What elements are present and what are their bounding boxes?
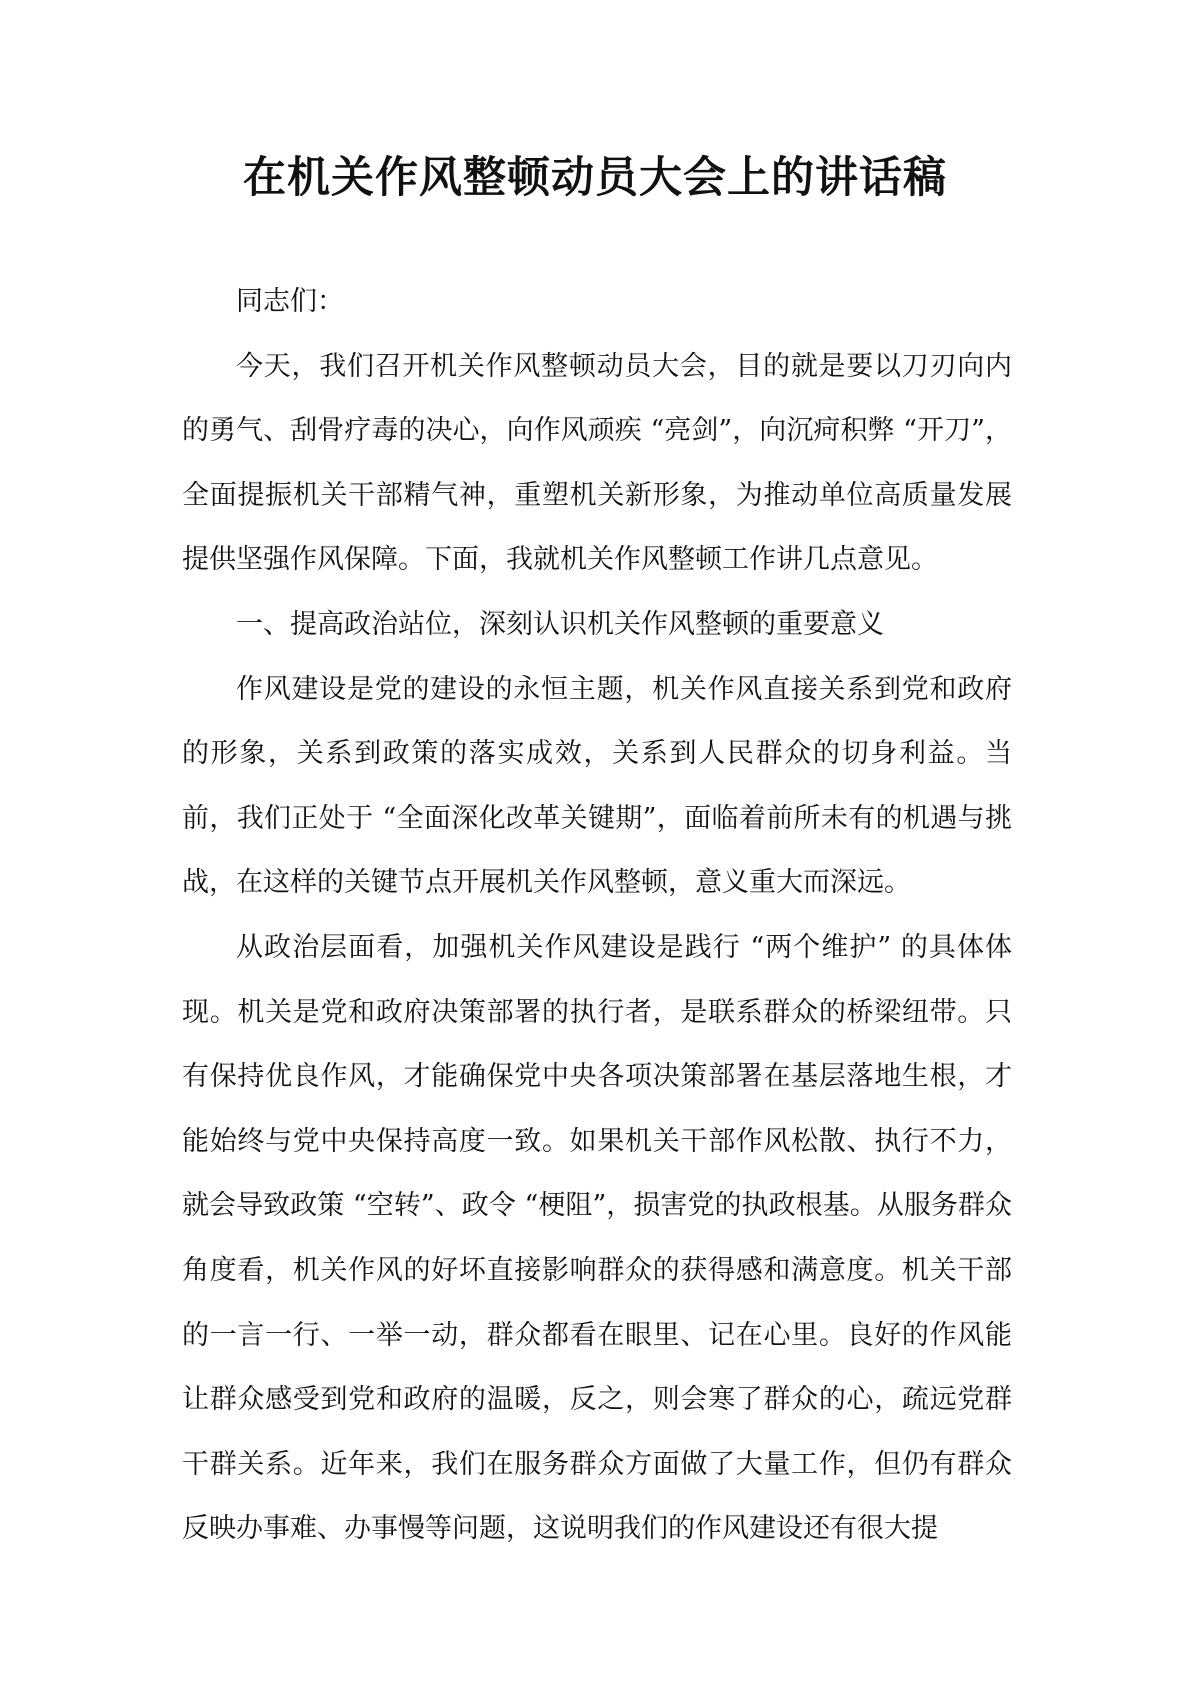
body-paragraph: 作风建设是党的建设的永恒主题，机关作风直接关系到党和政府的形象，关系到政策的落实成效，关系到人民群众的切身利益。当前，我们正处于 “全面深化改革关键期”，面临着前所未有的机遇与挑战，在这样的关键节点开展机关作风整顿，意义重大而深远。: [182, 673, 1012, 899]
salutation-paragraph: 同志们：: [236, 286, 344, 317]
document-body: [182, 270, 1012, 1562]
opening-paragraph: 今天，我们召开机关作风整顿动员大会，目的就是要以刀刃向内的勇气、刮骨疗毒的决心，向作风顽疾 “亮剑”，向沉疴积弊 “开刀”，全面提振机关干部精气神，重塑机关新形象，为推动单位高质量发展提供坚强作风保障。下面，我就机关作风整顿工作讲几点意见。: [182, 350, 1012, 576]
body-paragraph: 从政治层面看，加强机关作风建设是践行 “两个维护” 的具体体现。机关是党和政府决策部署的执行者，是联系群众的桥梁纽带。只有保持优良作风，才能确保党中央各项决策部署在基层落地生根，才能始终与党中央保持高度一致。如果机关干部作风松散、执行不力，就会导致政策 “空转”、政令 “梗阻”，损害党的执政根基。从服务群众角度看，机关作风的好坏直接影响群众的获得感和满意度。机关干部的一言一行、一举一动，群众都看在眼里、记在心里。良好的作风能让群众感受到党和政府的温暖，反之，则会寒了群众的心，疏远党群干群关系。近年来，我们在服务群众方面做了大量工作，但仍有群众反映办事难、办事慢等问题，这说明我们的作风建设还有很大提: [182, 931, 1012, 1545]
document-title: 在机关作风整顿动员大会上的讲话稿: [243, 153, 947, 203]
section-heading-1: 一、提高政治站位，深刻认识机关作风整顿的重要意义: [236, 608, 884, 640]
